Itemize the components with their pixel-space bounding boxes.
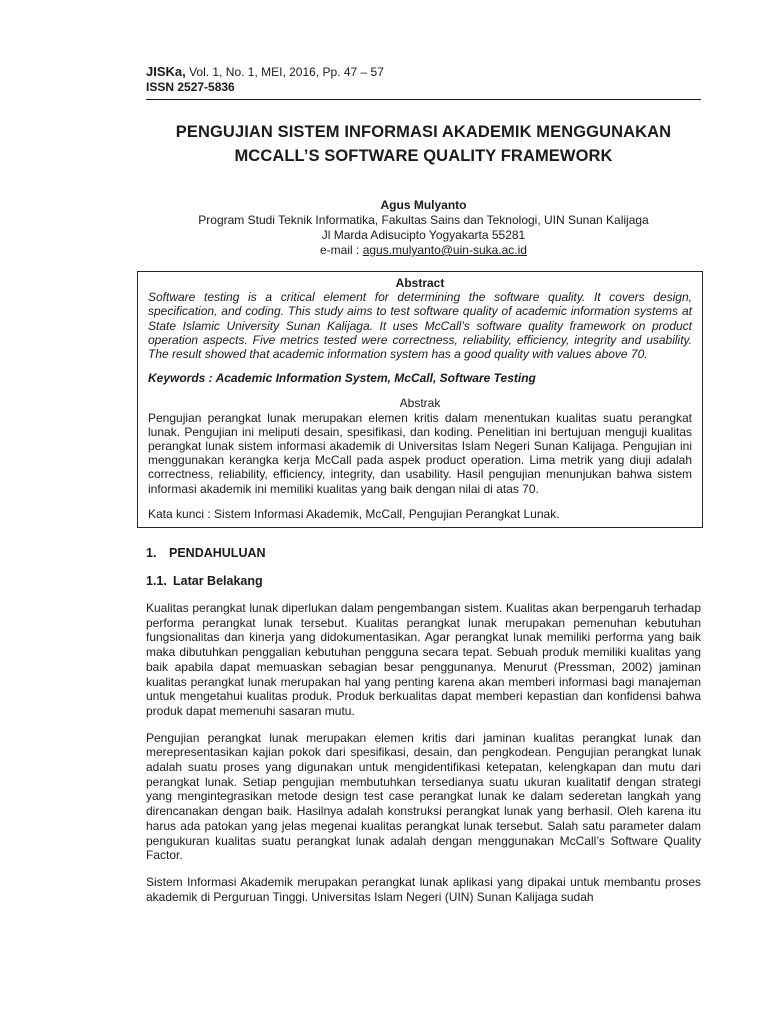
body-paragraph: Kualitas perangkat lunak diperlukan dalam pengembangan sistem. Kualitas akan berpengaruh terhadap performa perangkat lunak tersebut. Kualitas perangkat lunak merupakan pemenuhan kebutuhan fungsionalitas dan kinerja yang didokumentasikan. Agar perangkat lunak memiliki performa yang baik maka dibutuhkan penggalian kebutuhan pengguna secara tepat. Sebuah produk memiliki kualitas yang baik apabila dapat memuaskan sebagian besar penggunanya. Menurut (Pressman, 2002) jaminan kualitas perangkat lunak merupakan hal yang penting karena akan memberi informasi bagi manajeman untuk mengetahui kualitas produk. Produk berkualitas dapat memberi kepastian dan konfidensi bahwa produk dapat memenuhi sasaran mutu. — [146, 601, 701, 718]
kata-kunci-line: Kata kunci : Sistem Informasi Akademik, McCall, Pengujian Perangkat Lunak. — [148, 506, 560, 521]
paper-title-line1: PENGUJIAN SISTEM INFORMASI AKADEMIK MENGGUNAKAN — [175, 123, 672, 141]
author-email-line — [146, 243, 701, 258]
journal-meta: Vol. 1, No. 1, MEI, 2016, Pp. 47 – 57 — [185, 65, 384, 79]
abstract-heading-id: Abstrak — [399, 396, 441, 411]
section-title: PENDAHULUAN — [169, 546, 266, 561]
section-number: 1. — [146, 546, 157, 561]
email-label: e-mail : — [320, 243, 363, 257]
header-divider — [146, 99, 701, 100]
abstract-body-id: Pengujian perangkat lunak merupakan elemen kritis dalam menentukan kualitas suatu perangkat lunak. Pengujian ini meliputi desain, spesifikasi, dan koding. Penelitian ini bertujuan menguji kualitas perangkat lunak sistem informasi akademik di Universitas Islam Negeri Sunan Kalijaga. Pengujian ini menggunakan kerangka kerja McCall pada aspek product operation. Lima metrik yang diuji adalah correctness, reliability, efficiency, integrity, dan usability. Hasil pengujian menunjukan bahwa sistem informasi akademik ini memiliki kualitas yang baik dengan nilai di atas 70. — [148, 410, 692, 496]
paper-title-line2: MCCALL’S SOFTWARE QUALITY FRAMEWORK — [234, 147, 613, 165]
abstract-heading-en: Abstract — [395, 276, 445, 290]
issn-line: ISSN 2527-5836 — [146, 80, 235, 94]
paper-content-column — [146, 64, 701, 904]
keywords-line: Keywords : Academic Information System, McCall, Software Testing — [148, 371, 536, 386]
running-head — [146, 64, 701, 80]
body-paragraph: Sistem Informasi Akademik merupakan perangkat lunak aplikasi yang dipakai untuk membantu proses akademik di Perguruan Tinggi. Universitas Islam Negeri (UIN) Sunan Kalijaga sudah — [146, 875, 701, 904]
author-name: Agus Mulyanto — [380, 198, 467, 212]
author-address: Jl Marda Adisucipto Yogyakarta 55281 — [321, 228, 526, 242]
author-affiliation: Program Studi Teknik Informatika, Fakultas Sains dan Teknologi, UIN Sunan Kalijaga — [198, 213, 649, 227]
paper-title — [146, 120, 701, 168]
author-block — [146, 198, 701, 258]
abstract-body-en: Software testing is a critical element for determining the software quality. It covers design, specification, and coding. This study aims to test software quality of academic information systems at State Islamic University Sunan Kalijaga. It uses McCall’s software quality framework on product operation aspects. Five metrics tested were correctness, reliability, efficiency, integrity and usability. The result showed that academic information system has a good quality with values above 70. — [148, 290, 692, 362]
email-link[interactable]: agus.mulyanto@uin-suka.ac.id — [362, 243, 527, 257]
subsection-number: 1.1. — [146, 574, 167, 589]
section-heading-1-1 — [146, 574, 701, 589]
body-paragraph: Pengujian perangkat lunak merupakan elemen kritis dari jaminan kualitas perangkat lunak dan merepresentasikan kajian pokok dari spesifikasi, desain, dan pengkodean. Pengujian perangkat lunak adalah suatu proses yang digunakan untuk mengidentifikasi ketepatan, kelengkapan dan mutu dari perangkat lunak. Setiap pengujian membutuhkan tersedianya suatu ukuran kualitatif dengan strategi yang mengintegrasikan metode design test case perangkat lunak ke dalam sederetan langkah yang direncanakan dengan baik. Hasilnya adalah konstruksi perangkat lunak yang berhasil. Oleh karena itu harus ada patokan yang jelas megenai kualitas perangkat lunak tersebut. Salah satu parameter dalam pengukuran kualitas suatu perangkat lunak adalah dengan menggunakan McCall’s Software Quality Factor. — [146, 730, 701, 863]
section-heading-1 — [146, 546, 701, 561]
subsection-title: Latar Belakang — [173, 574, 263, 589]
journal-name: JISKa, — [146, 64, 186, 79]
abstract-box — [137, 271, 703, 528]
